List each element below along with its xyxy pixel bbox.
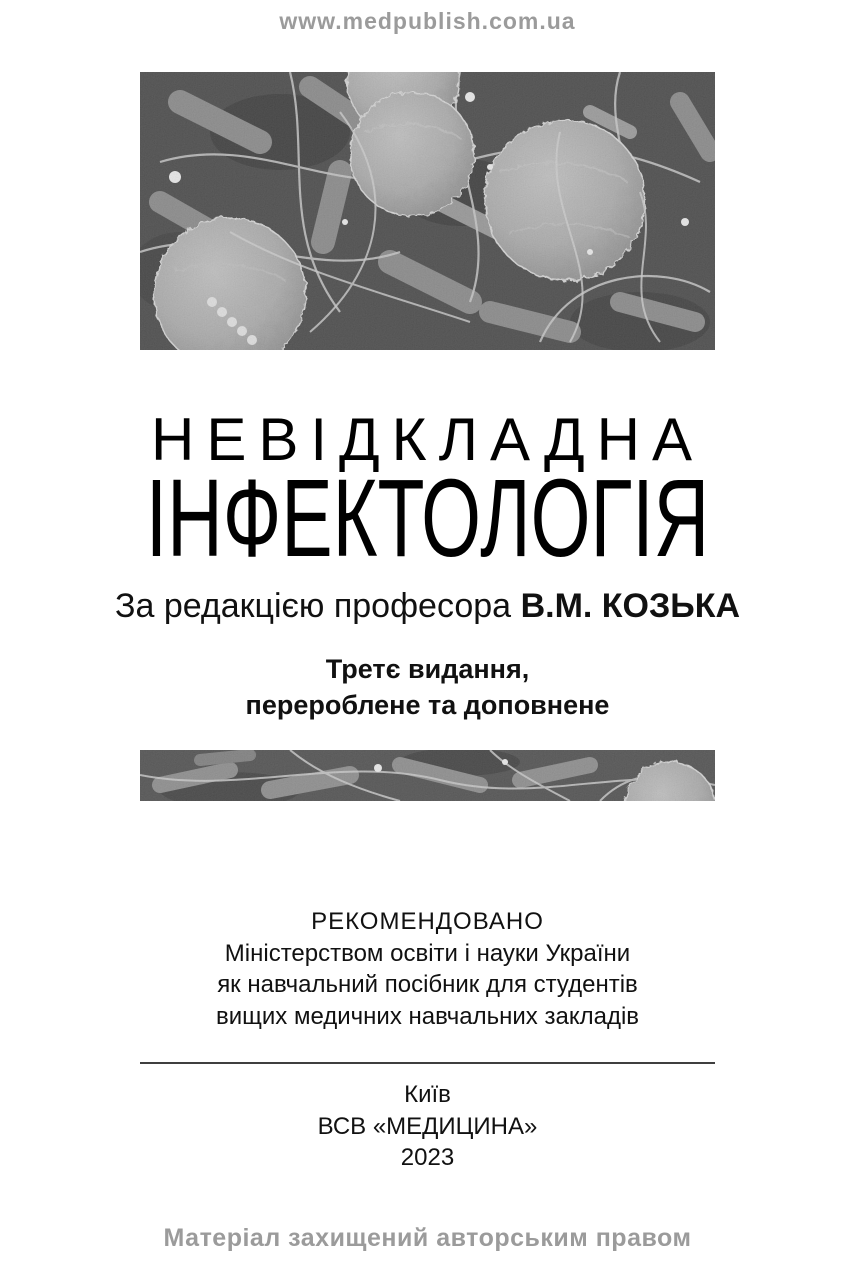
book-title-line2-text: ІНФЕКТОЛОГІЯ (145, 457, 710, 580)
editor-name: В.М. КОЗЬКА (520, 587, 741, 625)
editor-prefix: За редакцією професора (114, 587, 512, 625)
imprint-year: 2023 (400, 1144, 455, 1172)
book-title-line2 (0, 457, 855, 580)
book-title-line1: НЕВІДКЛАДНА (151, 406, 704, 473)
publisher-url-watermark: www.medpublish.com.ua (279, 8, 576, 34)
strip-micrograph-image (140, 750, 715, 801)
imprint-block (0, 1079, 855, 1174)
editor-line (0, 588, 855, 625)
edition-line2: перероблене та доповнене (245, 690, 610, 721)
imprint-divider-rule (140, 1062, 715, 1064)
edition-line1: Третє видання, (325, 654, 530, 684)
imprint-city: Київ (404, 1081, 451, 1108)
imprint-publisher: ВСВ «МЕДИЦИНА» (317, 1112, 538, 1140)
recommendation-line: вищих медичних навчальних закладів (215, 1003, 640, 1031)
edition-block (0, 651, 855, 724)
copyright-watermark: Матеріал захищений авторським правом (163, 1224, 692, 1252)
recommendation-line: Міністерством освіти і науки України (224, 939, 631, 967)
recommendation-heading: РЕКОМЕНДОВАНО (311, 908, 544, 935)
hero-micrograph-image (140, 72, 715, 350)
recommendation-line: як навчальний посібник для студентів (217, 971, 638, 999)
recommendation-block (0, 906, 855, 1033)
